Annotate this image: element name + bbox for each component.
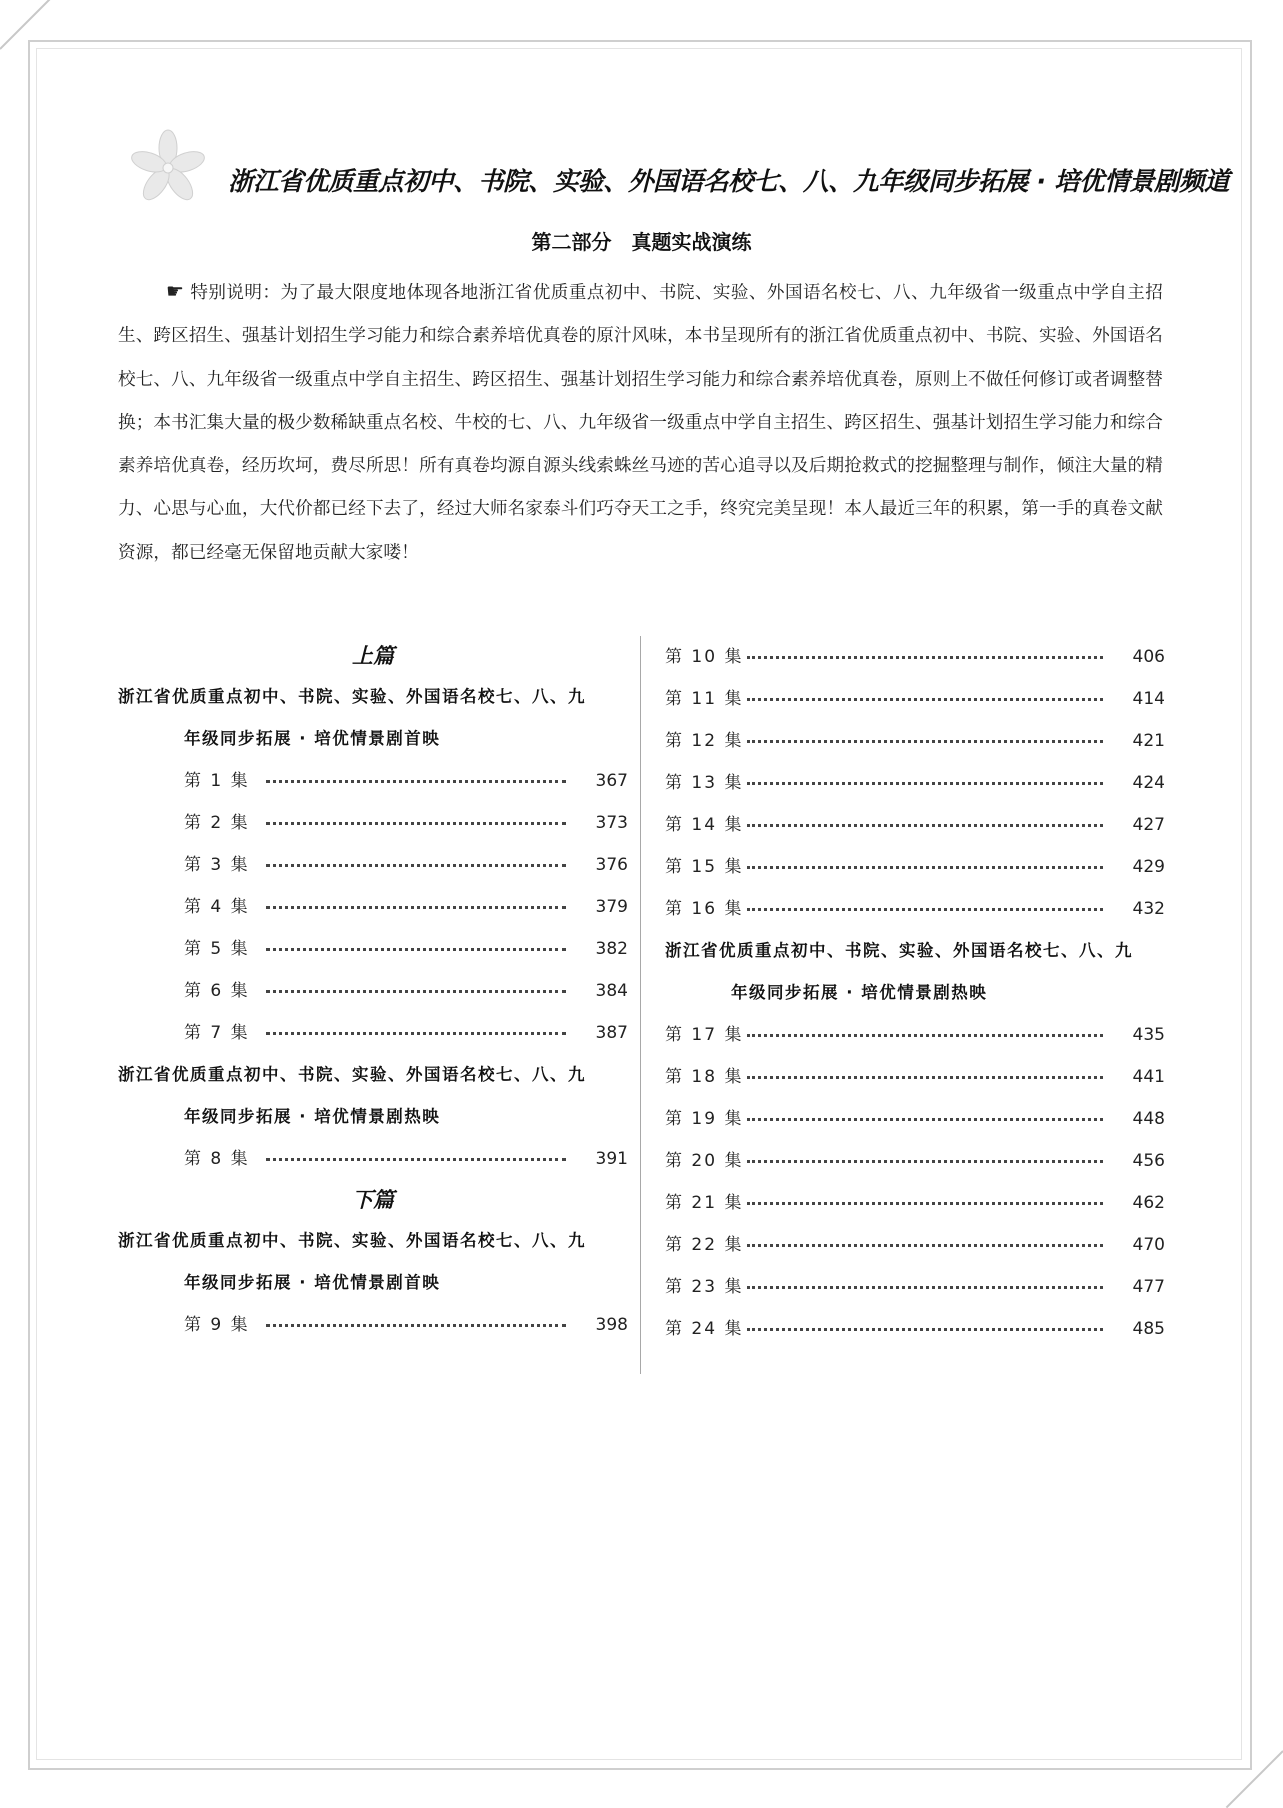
toc-entry[interactable] — [665, 636, 1165, 678]
entry-page: 421 — [1132, 731, 1165, 751]
entry-page: 384 — [595, 981, 628, 1001]
toc-entry[interactable] — [665, 846, 1165, 888]
entry-label: 第 13 集 — [665, 773, 744, 793]
part-title: 第二部分 真题实战演练 — [531, 230, 752, 254]
section-title — [118, 1220, 628, 1304]
entry-label: 第 18 集 — [665, 1067, 744, 1087]
section-title-line1: 浙江省优质重点初中、书院、实验、外国语名校七、八、九 — [665, 941, 1133, 960]
toc-entry[interactable] — [665, 720, 1165, 762]
entry-label: 第 6 集 — [184, 981, 250, 1001]
toc-entry[interactable] — [665, 1140, 1165, 1182]
toc-entry[interactable] — [184, 1012, 628, 1054]
special-note — [118, 270, 1163, 575]
entry-page: 448 — [1132, 1109, 1165, 1129]
entry-label: 第 1 集 — [184, 771, 250, 791]
entry-label: 第 7 集 — [184, 1023, 250, 1043]
entry-page: 391 — [595, 1149, 628, 1169]
entry-page: 387 — [595, 1023, 628, 1043]
section-title-line1: 浙江省优质重点初中、书院、实验、外国语名校七、八、九 — [118, 687, 586, 706]
leader-dots — [266, 948, 566, 951]
toc-entry[interactable] — [665, 888, 1165, 930]
toc-entry[interactable] — [665, 1014, 1165, 1056]
leader-dots — [747, 1328, 1103, 1331]
leader-dots — [747, 698, 1103, 701]
entry-page: 432 — [1132, 899, 1165, 919]
toc-entry[interactable] — [665, 1266, 1165, 1308]
toc-entry[interactable] — [184, 760, 628, 802]
entry-page: 435 — [1132, 1025, 1165, 1045]
toc-entry[interactable] — [184, 928, 628, 970]
entry-page: 376 — [595, 855, 628, 875]
toc-left-column — [118, 636, 628, 1346]
section-title-line1: 浙江省优质重点初中、书院、实验、外国语名校七、八、九 — [118, 1231, 586, 1250]
entry-page: 367 — [595, 771, 628, 791]
entry-page: 441 — [1132, 1067, 1165, 1087]
leader-dots — [747, 1076, 1103, 1079]
entry-page: 477 — [1132, 1277, 1165, 1297]
toc-entry[interactable] — [184, 1304, 628, 1346]
leader-dots — [747, 1160, 1103, 1163]
entry-label: 第 4 集 — [184, 897, 250, 917]
section-title — [118, 676, 628, 760]
entry-label: 第 22 集 — [665, 1235, 744, 1255]
toc-entry[interactable] — [665, 1224, 1165, 1266]
header-title: 浙江省优质重点初中、书院、实验、外国语名校七、八、九年级同步拓展 · 培优情景剧频道 — [228, 167, 1229, 197]
entry-label: 第 2 集 — [184, 813, 250, 833]
entry-page: 406 — [1132, 647, 1165, 667]
section-title-line1: 浙江省优质重点初中、书院、实验、外国语名校七、八、九 — [118, 1065, 586, 1084]
entry-label: 第 21 集 — [665, 1193, 744, 1213]
leader-dots — [747, 656, 1103, 659]
entry-page: 427 — [1132, 815, 1165, 835]
entry-page: 414 — [1132, 689, 1165, 709]
section-title-line2: 年级同步拓展 · 培优情景剧首映 — [184, 1273, 441, 1292]
lower-part-heading: 下篇 — [352, 1188, 394, 1212]
entry-page: 424 — [1132, 773, 1165, 793]
section-title-line2: 年级同步拓展 · 培优情景剧热映 — [184, 1107, 441, 1126]
entry-label: 第 11 集 — [665, 689, 744, 709]
entry-label: 第 14 集 — [665, 815, 744, 835]
leader-dots — [747, 908, 1103, 911]
entry-page: 379 — [595, 897, 628, 917]
toc-entry[interactable] — [665, 678, 1165, 720]
pointing-hand-icon: ☛ — [166, 279, 185, 303]
special-note-text: 特别说明：为了最大限度地体现各地浙江省优质重点初中、书院、实验、外国语名校七、八、九年级省一级重点中学自主招生、跨区招生、强基计划招生学习能力和综合素养培优真卷的原汁风味，本书呈现所有的浙江省优质重点初中、书院、实验、外国语名校七、八、九年级省一级重点中学自主招生、跨区招生、强基计划招生学习能力和综合素养培优真卷，原则上不做任何修订或者调整替换；本书汇集大量的极少数稀缺重点名校、牛校的七、八、九年级省一级重点中学自主招生、跨区招生、强基计划招生学习能力和综合素养培优真卷，经历坎坷，费尽所思！所有真卷均源自源头线索蛛丝马迹的苦心追寻以及后期抢救式的挖掘整理与制作，倾注大量的精力、心思与心血，大代价都已经下去了，经过大师名家泰斗们巧夺天工之手，终究完美呈现！本人最近三年的积累，第一手的真卷文献资源，都已经毫无保留地贡献大家喽！ — [118, 283, 1163, 563]
toc-entry[interactable] — [184, 844, 628, 886]
entry-page: 462 — [1132, 1193, 1165, 1213]
leader-dots — [747, 866, 1103, 869]
leader-dots — [266, 780, 566, 783]
section-title — [118, 1054, 628, 1138]
leader-dots — [266, 1032, 566, 1035]
leader-dots — [266, 1324, 566, 1327]
leader-dots — [266, 906, 566, 909]
toc-entry[interactable] — [665, 1182, 1165, 1224]
entry-label: 第 17 集 — [665, 1025, 744, 1045]
leader-dots — [747, 1034, 1103, 1037]
entry-label: 第 19 集 — [665, 1109, 744, 1129]
toc-entry[interactable] — [665, 1308, 1165, 1350]
toc-right-column — [665, 636, 1165, 1350]
upper-part-heading: 上篇 — [352, 644, 394, 668]
leader-dots — [747, 1286, 1103, 1289]
toc-entry[interactable] — [665, 1056, 1165, 1098]
leader-dots — [266, 822, 566, 825]
leader-dots — [747, 1202, 1103, 1205]
entry-page: 456 — [1132, 1151, 1165, 1171]
entry-page: 429 — [1132, 857, 1165, 877]
entry-page: 470 — [1132, 1235, 1165, 1255]
entry-label: 第 12 集 — [665, 731, 744, 751]
column-divider — [640, 636, 641, 1374]
entry-label: 第 23 集 — [665, 1277, 744, 1297]
toc-entry[interactable] — [184, 970, 628, 1012]
leader-dots — [266, 990, 566, 993]
entry-page: 485 — [1132, 1319, 1165, 1339]
toc-entry[interactable] — [184, 802, 628, 844]
flower-icon — [128, 128, 208, 208]
leader-dots — [747, 824, 1103, 827]
leader-dots — [266, 864, 566, 867]
leader-dots — [747, 1244, 1103, 1247]
entry-page: 398 — [595, 1315, 628, 1335]
entry-label: 第 24 集 — [665, 1319, 744, 1339]
entry-label: 第 15 集 — [665, 857, 744, 877]
leader-dots — [266, 1158, 566, 1161]
toc-entry[interactable] — [184, 1138, 628, 1180]
entry-page: 373 — [595, 813, 628, 833]
entry-label: 第 9 集 — [184, 1315, 250, 1335]
toc-entry[interactable] — [665, 762, 1165, 804]
leader-dots — [747, 1118, 1103, 1121]
entry-label: 第 10 集 — [665, 647, 744, 667]
entry-label: 第 16 集 — [665, 899, 744, 919]
entry-label: 第 8 集 — [184, 1149, 250, 1169]
leader-dots — [747, 740, 1103, 743]
section-title-line2: 年级同步拓展 · 培优情景剧首映 — [184, 729, 441, 748]
section-title-line2: 年级同步拓展 · 培优情景剧热映 — [731, 983, 988, 1002]
entry-label: 第 20 集 — [665, 1151, 744, 1171]
toc-entry[interactable] — [184, 886, 628, 928]
entry-page: 382 — [595, 939, 628, 959]
section-title — [665, 930, 1165, 1014]
toc-entry[interactable] — [665, 1098, 1165, 1140]
toc-entry[interactable] — [665, 804, 1165, 846]
leader-dots — [747, 782, 1103, 785]
entry-label: 第 5 集 — [184, 939, 250, 959]
entry-label: 第 3 集 — [184, 855, 250, 875]
